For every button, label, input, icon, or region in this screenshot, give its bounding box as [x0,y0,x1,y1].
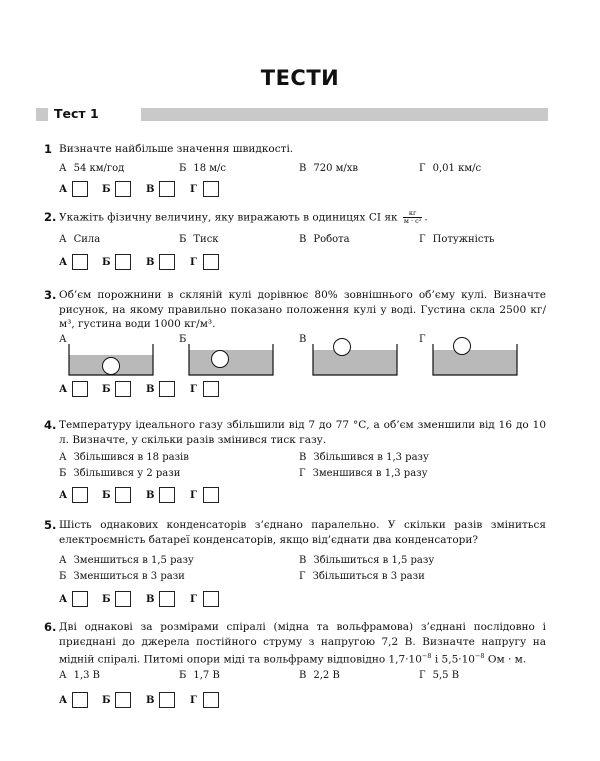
option-b: Б Тиск [179,234,219,245]
question-text: Об’єм порожнини в скляній кулі дорівнює 80% зовнішнього об’єму кулі. Визначте рисунок, на якому правильно показано положення кулі у воді. Густина скла 2500 кг/м³, густина води 1000 кг/м³. [59,289,546,330]
question-number: 5. [44,518,57,532]
answer-checkbox[interactable] [115,381,131,397]
option-d: Г Збільшиться в 3 рази [299,571,425,582]
option-a: А Зменшиться в 1,5 разу [59,555,194,566]
option-a: А 1,3 В [59,670,101,681]
answer-checkbox[interactable] [203,487,219,503]
answer-checkbox[interactable] [203,591,219,607]
option-b: Б Зменшиться в 3 рази [59,571,185,582]
question-number: 4. [44,418,57,432]
question-5: 5. Шість однакових конденсаторів з’єднано паралельно. У скільки разів зміниться електроємність батареї конденсаторів, якщо від’єднати два конденсатори? А Зменшиться в 1,5 разу В Збільшиться в 1,5 разу Б Зменшиться в 3 рази Г Збільшиться в 3 рази А Б В Г [44,518,546,605]
figure-label-b: Б [179,334,187,345]
option-b: Б 18 м/с [179,163,227,174]
question-3: 3. Об’єм порожнини в скляній кулі дорівнює 80% зовнішнього об’єму кулі. Визначте рисунок, на якому правильно показано положення кулі у воді. Густина скла 2500 кг/м³, густина води 1000 кг/м³. А Б В Г А Б В Г [44,288,546,395]
option-b: Б 1,7 В [179,670,220,681]
test-header-bar [36,108,548,121]
answer-checkbox[interactable] [159,181,175,197]
question-number: 2. [44,210,57,224]
option-c: В 720 м/хв [299,163,359,174]
question-text: Температуру ідеального газу збільшили від 7 до 77 °С, а об’єм зменшили від 16 до 10 л. Визначте, у скільки разів змінився тиск газу. [59,419,546,446]
answer-checkbox[interactable] [159,254,175,270]
question-number: 6. [44,620,57,634]
option-c: В 2,2 В [299,670,340,681]
option-c: В Робота [299,234,350,245]
answer-checkbox[interactable] [115,254,131,270]
question-4: 4. Температуру ідеального газу збільшили від 7 до 77 °С, а об’єм зменшили від 16 до 10 л. Визначте, у скільки разів змінився тиск газу. А Збільшився в 18 разів В Збільшився в 1,3 разу Б Збільшився у 2 рази Г Зменшився в 1,3 разу А Б В Г [44,418,546,501]
answer-checkbox[interactable] [72,487,88,503]
answer-checkbox[interactable] [72,591,88,607]
option-d: Г 0,01 км/с [419,163,482,174]
option-a: А Збільшився в 18 разів [59,452,189,463]
answer-checkbox[interactable] [159,381,175,397]
answer-checkbox[interactable] [115,487,131,503]
option-d: Г 5,5 В [419,670,460,681]
figure-label-c: В [299,334,307,345]
answer-checkbox[interactable] [72,254,88,270]
answer-checkbox[interactable] [115,692,131,708]
question-text: Укажіть фізичну величину, яку виражають в одиницях СІ як $\frac{кг}{\text{м · с²}}$ . [59,209,428,225]
answer-checkbox[interactable] [159,487,175,503]
question-text: Шість однакових конденсаторів з’єднано паралельно. У скільки разів зміниться електроємність батареї конденсаторів, якщо від’єднати два конденсатори? [59,519,546,546]
option-a: А 54 км/год [59,163,125,174]
answer-checkbox[interactable] [115,181,131,197]
answer-checkbox[interactable] [203,692,219,708]
test-label: Тест 1 [54,106,99,121]
figure-label-d: Г [419,334,426,345]
header-bar-left [36,108,48,121]
option-a: А Сила [59,234,101,245]
answer-checkbox[interactable] [203,254,219,270]
vessel-figure-b [188,342,274,376]
answer-checkbox[interactable] [72,381,88,397]
page-title: ТЕСТИ [260,66,340,90]
figure-label-a: А [59,334,67,345]
answer-checkbox[interactable] [159,591,175,607]
question-text: Дві однакові за розмірами спіралі (мідна та вольфрамова) з’єднані послідовно і приєднані до джерела постійного струму з напругою 7,2 В. Визначте напругу на мідній спіралі. Питомі опори міді та вольфраму відповідно $1,7\cdot 10^{-8}$ і $5,5\cdot 10^{-8}$ Ом · м. [59,621,546,666]
question-6: 6. Дві однакові за розмірами спіралі (мідна та вольфрамова) з’єднані послідовно і приєднані до джерела постійного струму з напругою 7,2 В. Визначте напругу на мідній спіралі. Питомі опори міді та вольфраму відповідно $1,7\cdot 10^{-8}$ і $5,5\cdot 10^{-8}$ Ом · м. А 1,3 В Б 1,7 В В 2,2 В Г 5,5 В А Б В Г [44,620,546,706]
option-d: Г Зменшився в 1,3 разу [299,468,428,479]
option-b: Б Збільшився у 2 рази [59,468,181,479]
unit-fraction: $\frac{кг}{\text{м · с²}}$ [403,209,422,225]
option-d: Г Потужність [419,234,495,245]
option-c: В Збільшиться в 1,5 разу [299,555,435,566]
question-2: 2. Укажіть фізичну величину, яку виражають в одиницях СІ як $\frac{кг}{\text{м · с²}}$ . А Сила Б Тиск В Робота Г Потужність А Б В Г [44,210,546,270]
question-number: 3. [44,288,57,302]
option-c: В Збільшився в 1,3 разу [299,452,429,463]
vessel-figure-a [68,342,154,376]
answer-checkbox[interactable] [203,181,219,197]
question-number: 1 [44,142,53,156]
vessel-figure-d [432,336,518,376]
answer-checkbox[interactable] [159,692,175,708]
answer-checkbox[interactable] [115,591,131,607]
answer-checkbox[interactable] [203,381,219,397]
question-text: Визначте найбільше значення швидкості. [59,143,294,155]
answer-checkbox[interactable] [72,692,88,708]
question-1: 1 Визначте найбільше значення швидкості. А 54 км/год Б 18 м/с В 720 м/хв Г 0,01 км/с А Б В Г [44,142,546,202]
vessel-figure-c [312,336,398,376]
answer-checkbox[interactable] [72,181,88,197]
header-bar-right [141,108,548,121]
